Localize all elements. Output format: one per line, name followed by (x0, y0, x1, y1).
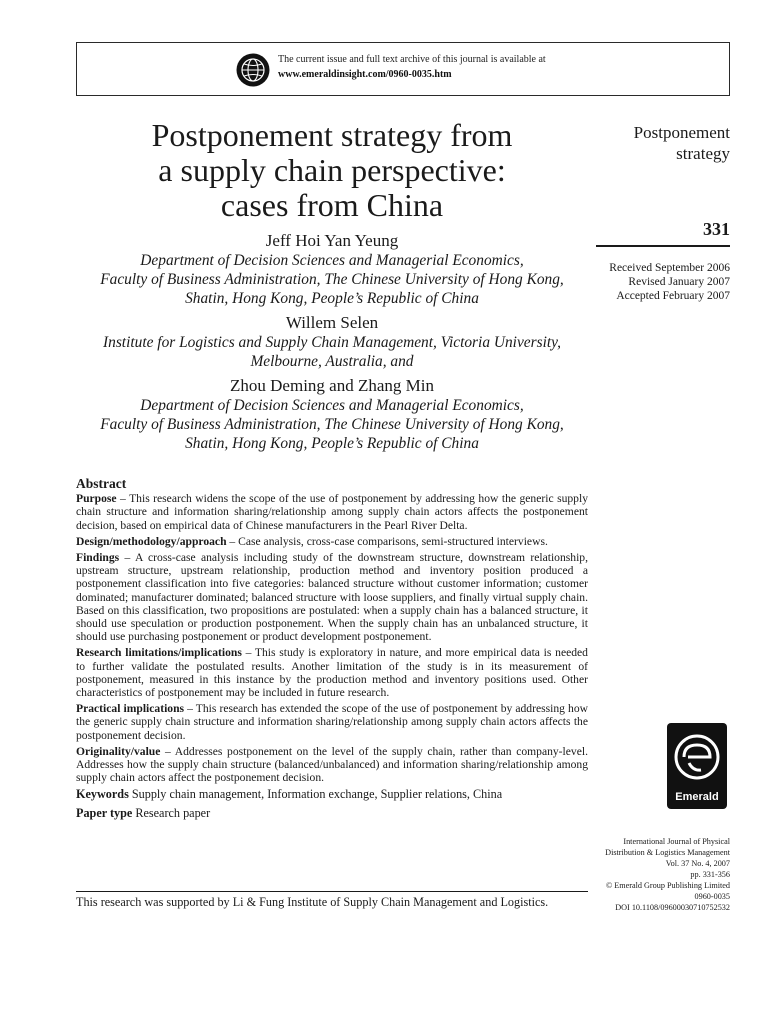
abstract-section: Findings – A cross-case analysis including study of the downstream structure, downstream relationship, upstream structure, upstream relationship, production method and inventory position produced a postponement classification into five categories: balanced structure without customer information; customer dominated; manufacturer dominated; balanced structure with loose suppliers, and finally virtual supply chain. Based on this classification, two propositions are postulated: when a supply chain has a balanced structure, it should use speculation or production postponement. When the supply chain has an unbalanced structure, it should use purchasing postponement or product development postponement. (76, 551, 588, 644)
section-text: This research widens the scope of the use of postponement by addressing how the generic supply chain structure and information sharing/relationship among supply chain actors affects the postponement decision, based on empirical data of Chinese manufacturers in the Pearl River Delta. (76, 492, 588, 532)
running-head (634, 122, 730, 164)
abstract-section: Practical implications – This research has extended the scope of the use of postponement by addressing how the generic supply chain structure and information sharing/relationship among supply chain actors affects the postponement decision. (76, 702, 588, 742)
funding-footnote: This research was supported by Li & Fung Institute of Supply Chain Management and Logistics. (76, 895, 549, 909)
footnote-divider (76, 891, 588, 892)
abstract-section: Design/methodology/approach – Case analysis, cross-case comparisons, semi-structured interviews. (76, 534, 548, 548)
date-received: Received September 2006 (609, 262, 730, 274)
title-line: cases from China (220, 187, 444, 223)
author-affiliation: Institute for Logistics and Supply Chain Management, Victoria University, (103, 334, 561, 351)
paper-type-text: Research paper (135, 806, 211, 821)
keywords-text: Supply chain management, Information exchange, Supplier relations, China (131, 787, 503, 802)
section-text: This research has extended the scope of the use of postponement by addressing how the generic supply chain structure and information sharing/relationship among supply chain actors affects the postponement decision. (76, 702, 588, 742)
abstract-section: Research limitations/implications – This study is exploratory in nature, and more empirical data is needed to further validate the postulated results. Another limitation of the study is in its measurement of postponement, measured in this instance by the production method and inventory positions used. Other characteristics of postponement may be included in future research. (76, 646, 588, 700)
author-affiliation: Department of Decision Sciences and Managerial Economics, (140, 397, 524, 414)
title-line: Postponement strategy from (151, 117, 513, 153)
page-range: pp. 331-356 (690, 870, 730, 879)
logo-text: Emerald (675, 791, 719, 803)
section-label: Findings (76, 551, 120, 565)
section-text: Addresses postponement on the level of the supply chain, rather than company-level. Addresses how the supply chain structure (balanced/unbalanced) and information sharing/relationship among supply chain actors affect the postponement decision. (76, 744, 588, 785)
section-label: Design/methodology/approach (76, 534, 227, 548)
abstract (76, 477, 588, 825)
banner-text: The current issue and full text archive of this journal is available at (278, 54, 546, 65)
section-label: Originality/value (76, 744, 161, 758)
section-text: Case analysis, cross-case comparisons, semi-structured interviews. (238, 534, 548, 548)
journal-url-link[interactable]: www.emeraldinsight.com/0960-0035.htm (278, 69, 452, 80)
globe-icon (236, 53, 270, 87)
divider (596, 245, 730, 247)
copyright: © Emerald Group Publishing Limited (605, 881, 730, 890)
keywords-label: Keywords (76, 787, 129, 802)
article-title (90, 118, 574, 223)
volume-issue: Vol. 37 No. 4, 2007 (665, 859, 730, 868)
author-affiliation: Faculty of Business Administration, The Chinese University of Hong Kong, (100, 416, 564, 433)
journal-name: International Journal of Physical (623, 837, 730, 846)
section-label: Purpose (76, 492, 117, 506)
journal-name: Distribution & Logistics Management (605, 848, 730, 857)
journal-citation (605, 836, 730, 913)
date-revised: Revised January 2007 (628, 276, 730, 288)
section-label: Research limitations/implications (76, 646, 242, 660)
paper-type (76, 806, 588, 821)
section-text: A cross-case analysis including study of the downstream structure, downstream relationship, upstream structure, upstream relationship, production method and inventory position produced a postponement classification into five categories: balanced structure without customer information; customer dominated; manufacturer dominated; balanced structure with loose suppliers, and finally virtual supply chain. Based on this classification, two propositions are postulated: when a supply chain has a balanced structure, it should use speculation or production postponement. When the supply chain has an unbalanced structure, it should use purchasing postponement or product development postponement. (76, 551, 588, 644)
title-line: a supply chain perspective: (158, 152, 506, 188)
author-name: Jeff Hoi Yan Yeung (265, 231, 399, 250)
author-block (70, 230, 594, 453)
journal-archive-banner (76, 42, 730, 96)
author-affiliation: Department of Decision Sciences and Managerial Economics, (140, 252, 524, 269)
issn: 0960-0035 (694, 892, 730, 901)
date-accepted: Accepted February 2007 (616, 290, 730, 302)
author-affiliation: Shatin, Hong Kong, People’s Republic of China (185, 290, 479, 307)
submission-dates (609, 261, 730, 303)
page-number: 331 (703, 219, 730, 239)
keywords (76, 787, 588, 802)
running-head-line: Postponement (633, 123, 730, 142)
abstract-section: Originality/value – Addresses postponement on the level of the supply chain, rather than company-level. Addresses how the supply chain structure (balanced/unbalanced) and information sharing/relationship among supply chain actors affect the postponement decision. (76, 744, 588, 785)
emerald-e-icon (667, 727, 727, 787)
abstract-section: Purpose – This research widens the scope of the use of postponement by addressing how the generic supply chain structure and information sharing/relationship among supply chain actors affects the postponement decision, based on empirical data of Chinese manufacturers in the Pearl River Delta. (76, 492, 588, 532)
section-label: Practical implications (76, 702, 185, 716)
doi: DOI 10.1108/09600030710752532 (615, 903, 730, 912)
paper-type-label: Paper type (76, 806, 133, 821)
abstract-heading: Abstract (76, 476, 127, 491)
running-head-line: strategy (676, 144, 730, 163)
author-name: Willem Selen (285, 313, 379, 332)
author-affiliation: Shatin, Hong Kong, People’s Republic of China (185, 435, 479, 452)
author-affiliation: Faculty of Business Administration, The Chinese University of Hong Kong, (100, 271, 564, 288)
author-affiliation: Melbourne, Australia, and (250, 353, 414, 370)
emerald-logo (667, 723, 727, 809)
section-text: This study is exploratory in nature, and more empirical data is needed to further validate the postulated results. Another limitation of the study is in its measurement of postponement, measured in this instance by the production method and inventory positions used. Other characteristics of postponement may be included in future research. (76, 646, 588, 700)
author-name: Zhou Deming and Zhang Min (230, 376, 434, 395)
